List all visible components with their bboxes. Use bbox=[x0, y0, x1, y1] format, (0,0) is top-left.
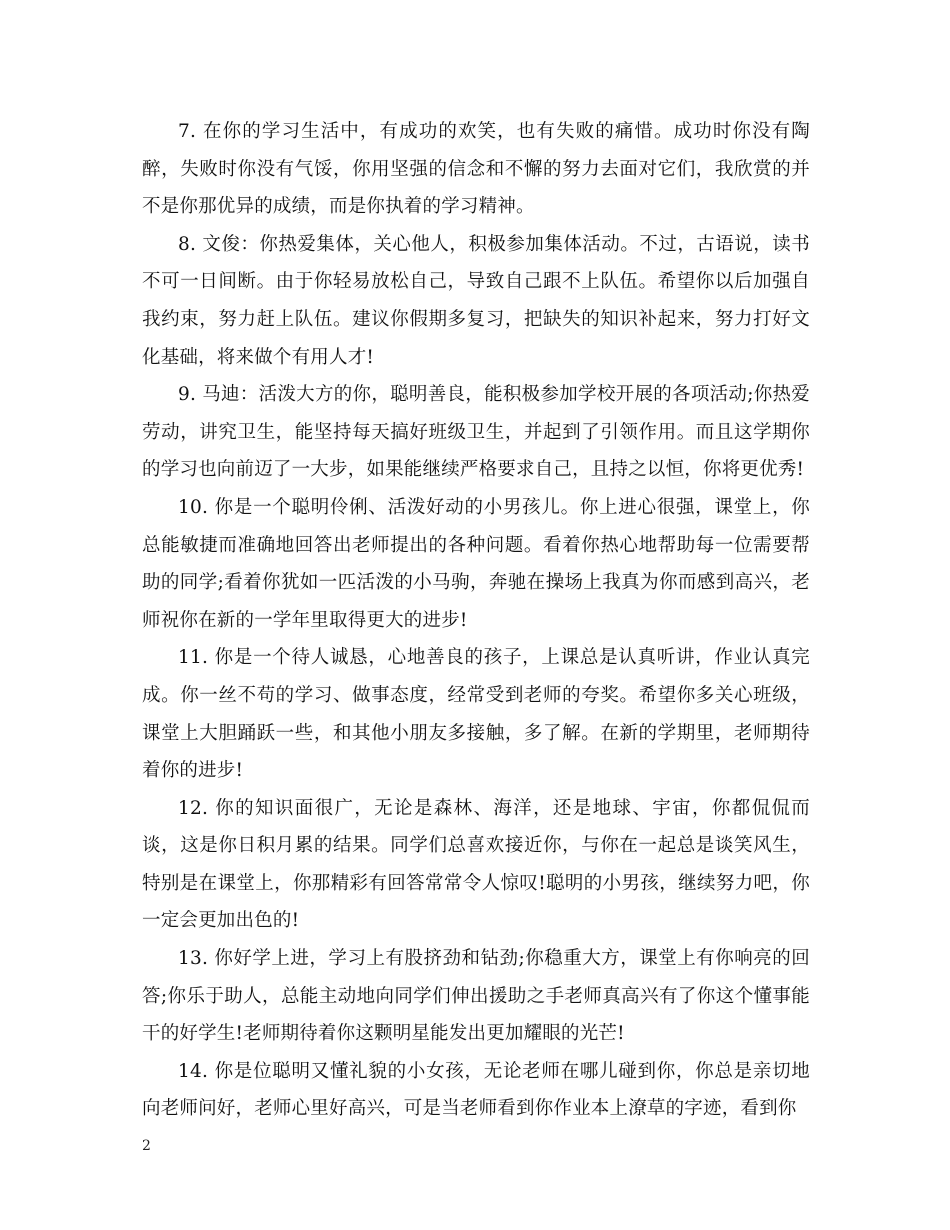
comment-paragraph-13: 13. 你好学上进，学习上有股挤劲和钻劲;你稳重大方，课堂上有你响亮的回答;你乐于助人，总能主动地向同学们伸出援助之手老师真高兴有了你这个懂事能干的好学生!老师期待着你这颗明星能发出更加耀眼的光芒! bbox=[142, 948, 810, 1045]
document-body bbox=[142, 113, 810, 1128]
comment-paragraph-10: 10. 你是一个聪明伶俐、活泼好动的小男孩儿。你上进心很强，课堂上，你总能敏捷而准确地回答出老师提出的各种问题。看着你热心地帮助每一位需要帮助的同学;看着你犹如一匹活泼的小马驹，奔驰在操场上我真为你而感到高兴，老师祝你在新的一学年里取得更大的进步! bbox=[142, 496, 810, 631]
comment-paragraph-8: 8. 文俊：你热爱集体，关心他人，积极参加集体活动。不过，古语说，读书不可一日间断。由于你轻易放松自己，导致自己跟不上队伍。希望你以后加强自我约束，努力赶上队伍。建议你假期多复习，把缺失的知识补起来，努力打好文化基础，将来做个有用人才! bbox=[142, 233, 810, 368]
comment-paragraph-14: 14. 你是位聪明又懂礼貌的小女孩，无论老师在哪儿碰到你，你总是亲切地向老师问好，老师心里好高兴，可是当老师看到你作业本上潦草的字迹，看到你 bbox=[142, 1060, 810, 1120]
comment-paragraph-12: 12. 你的知识面很广，无论是森林、海洋，还是地球、宇宙，你都侃侃而谈，这是你日积月累的结果。同学们总喜欢接近你，与你在一起总是谈笑风生，特别是在课堂上，你那精彩有回答常常令人惊叹!聪明的小男孩，继续努力吧，你一定会更加出色的! bbox=[142, 797, 810, 932]
comment-paragraph-11: 11. 你是一个待人诚恳，心地善良的孩子，上课总是认真听讲，作业认真完成。你一丝不苟的学习、做事态度，经常受到老师的夸奖。希望你多关心班级，课堂上大胆踊跃一些，和其他小朋友多接触，多了解。在新的学期里，老师期待着你的进步! bbox=[142, 647, 810, 782]
comment-paragraph-9: 9. 马迪：活泼大方的你，聪明善良，能积极参加学校开展的各项活动;你热爱劳动，讲究卫生，能坚持每天搞好班级卫生，并起到了引领作用。而且这学期你的学习也向前迈了一大步，如果能继续严格要求自己，且持之以恒，你将更优秀! bbox=[142, 384, 810, 481]
page-number: 2 bbox=[142, 1138, 151, 1154]
comment-paragraph-7: 7. 在你的学习生活中，有成功的欢笑，也有失败的痛惜。成功时你没有陶醉，失败时你没有气馁，你用坚强的信念和不懈的努力去面对它们，我欣赏的并不是你那优异的成绩，而是你执着的学习精神。 bbox=[142, 121, 810, 218]
